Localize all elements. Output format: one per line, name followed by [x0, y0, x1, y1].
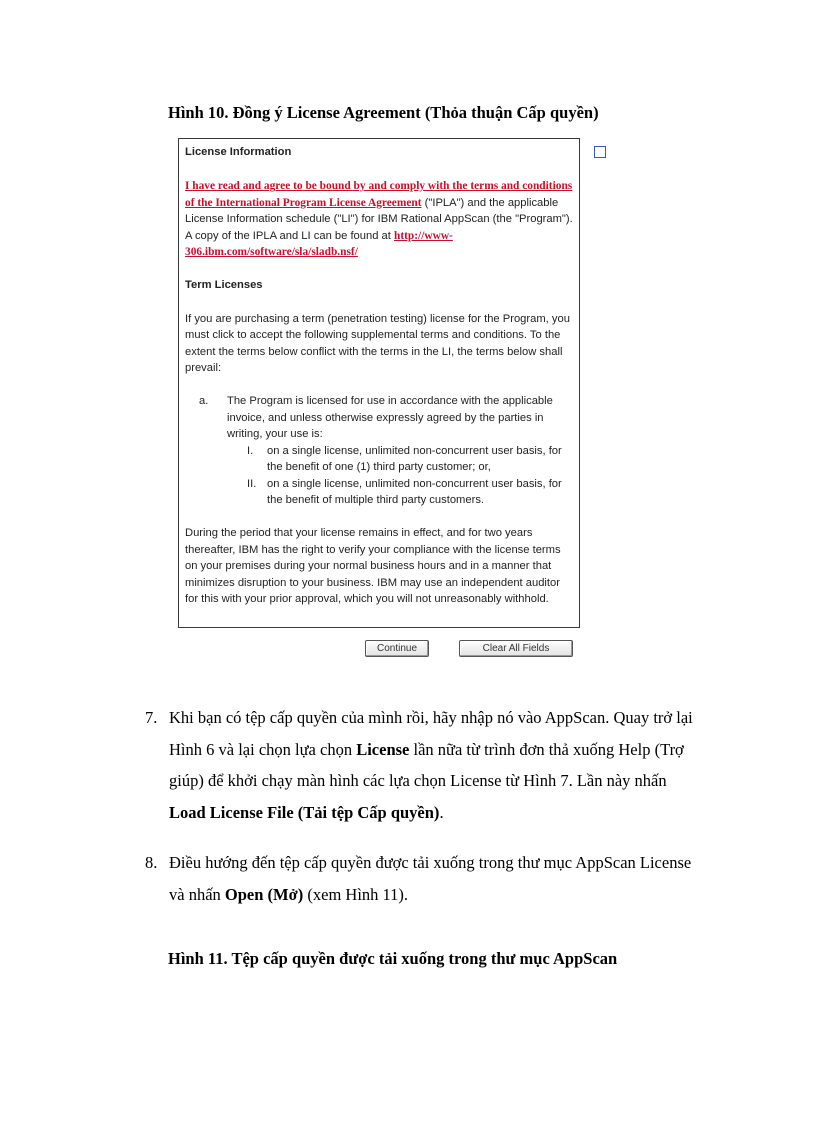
accept-agreement-checkbox[interactable] — [594, 146, 606, 158]
term-subitem-text: on a single license, unlimited non-concurrent user basis, for the benefit of one (1) third party customer; or, — [267, 444, 562, 474]
license-agreement-panel[interactable] — [178, 138, 580, 628]
term-subitem — [247, 476, 573, 509]
open-button-reference: Open (Mở) — [224, 884, 304, 904]
step-number: 8. — [145, 853, 158, 872]
clear-all-fields-button[interactable]: Clear All Fields — [459, 640, 573, 657]
ipla-agreement-link[interactable]: I have read and agree to be bound by and comply with the terms and conditions of the International Program License Agreement — [185, 180, 573, 209]
term-subitem-text: on a single license, unlimited non-concurrent user basis, for the benefit of multiple third party customers. — [267, 477, 562, 506]
term-licenses-heading: Term Licenses — [185, 279, 263, 292]
license-information-text — [185, 178, 573, 260]
step-text: Khi bạn có tệp cấp quyền của mình rồi, hãy nhập nó vào AppScan. Quay trở lại Hình 6 và lại chọn lựa chọn License lần nữa từ trình đơn thả xuống Help (Trợ giúp) để khởi chạy màn hình các lựa chọn License từ Hình 7. Lần này nhấn Load License File (Tải tệp Cấp quyền). — [169, 708, 693, 822]
step-8 — [145, 847, 705, 910]
term-subitem-marker: II. — [247, 477, 257, 490]
continue-button[interactable]: Continue — [365, 640, 429, 657]
step-7 — [145, 702, 705, 828]
term-subitem-marker: I. — [247, 444, 254, 457]
step-number: 7. — [145, 708, 158, 727]
license-information-heading: License Information — [185, 146, 292, 158]
term-item-a — [199, 393, 573, 508]
step-text: Điều hướng đến tệp cấp quyền được tải xuống trong thư mục AppScan License và nhấn Open (Mở) (xem Hình 11). — [169, 853, 692, 904]
audit-terms-text: During the period that your license remains in effect, and for two years thereafter, IBM has the right to verify your compliance with the license terms on your premises during your normal business hours and in a manner that minimizes disruption to your business. IBM may use an independent auditor for this with your prior approval, which you will not unreasonably withhold. — [185, 527, 561, 605]
license-information-body: ("IPLA") and the applicable License Information schedule ("LI") for IBM Rational AppScan (the "Program"). A copy of the IPLA and LI can be found at — [185, 196, 573, 242]
figure-11-caption: Hình 11. Tệp cấp quyền được tải xuống trong thư mục AppScan — [168, 949, 618, 968]
term-item-a-marker: a. — [199, 395, 209, 408]
term-subitem — [247, 443, 573, 476]
license-menu-option: License — [356, 739, 410, 759]
sladb-url-link[interactable]: http://www-306.ibm.com/software/sla/sladb.nsf/ — [185, 229, 453, 259]
figure-10-caption: Hình 10. Đồng ý License Agreement (Thỏa thuận Cấp quyền) — [168, 103, 599, 122]
term-item-a-text: The Program is licensed for use in accordance with the applicable invoice, and unless otherwise expressly agreed by the parties in writing, your use is: — [227, 395, 553, 441]
term-licenses-intro: If you are purchasing a term (penetration testing) license for the Program, you must click to accept the following supplemental terms and conditions. To the extent the terms below conflict with the terms in the LI, the terms below shall prevail: — [185, 312, 570, 375]
load-license-file-option: Load License File (Tải tệp Cấp quyền) — [169, 802, 440, 822]
